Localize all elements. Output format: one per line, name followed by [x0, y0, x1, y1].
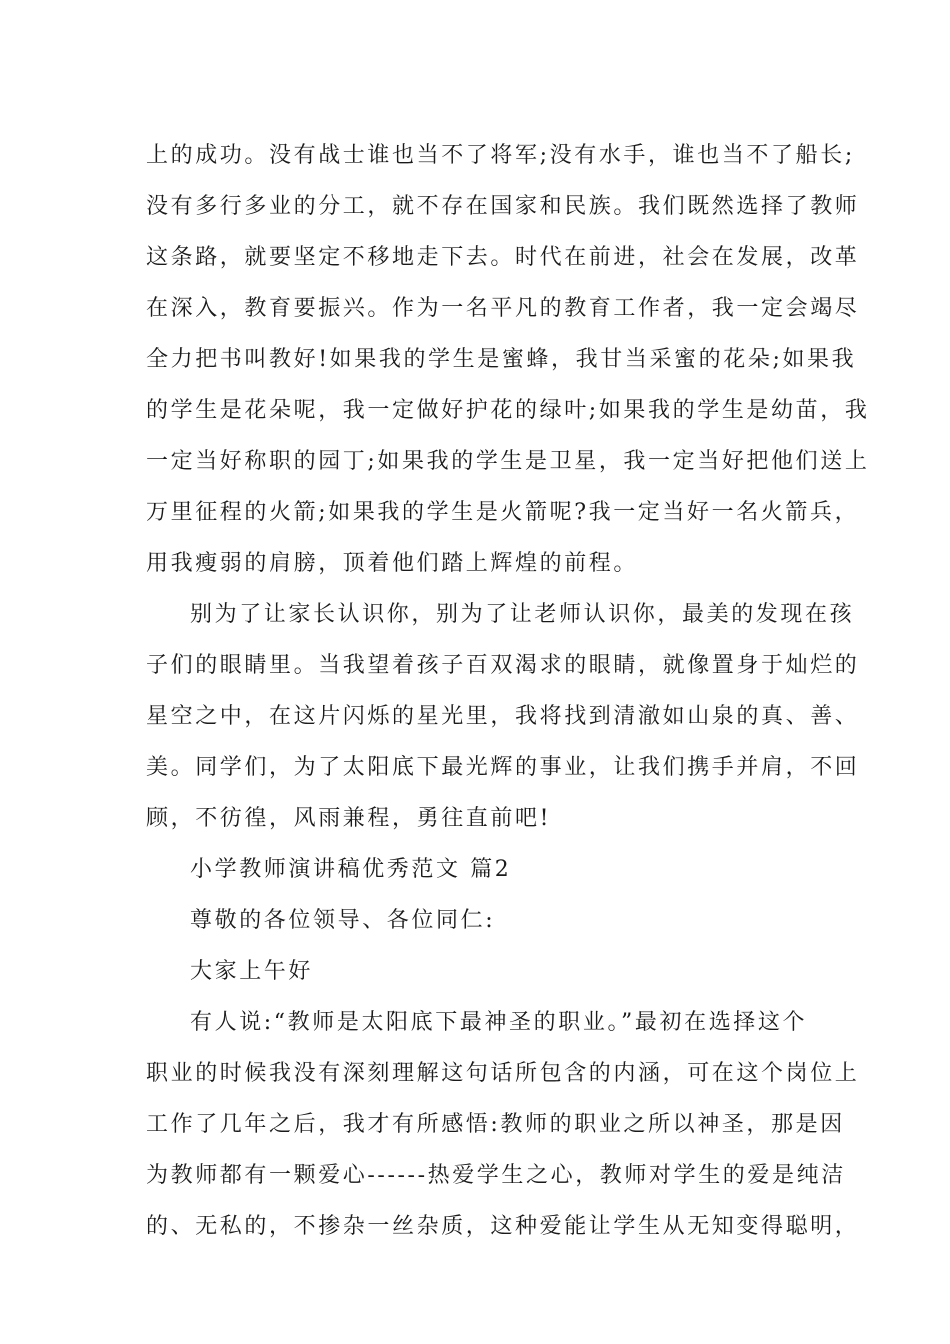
salutation: 尊敬的各位领导、各位同仁:	[190, 908, 496, 933]
text-line: 一定当好称职的园丁;如果我的学生是卫星，我一定当好把他们送上	[146, 449, 870, 474]
text-line: 用我瘦弱的肩膀，顶着他们踏上辉煌的前程。	[146, 551, 639, 576]
text-line: 有人说:“教师是太阳底下最神圣的职业。”最初在选择这个	[190, 1010, 808, 1035]
greeting: 大家上午好	[190, 959, 314, 984]
text-line: 没有多行多业的分工，就不存在国家和民族。我们既然选择了教师	[146, 194, 860, 219]
text-line: 为教师都有一颗爱心------热爱学生之心，教师对学生的爱是纯洁	[146, 1163, 846, 1188]
text-line: 在深入，教育要振兴。作为一名平凡的教育工作者，我一定会竭尽	[146, 296, 860, 321]
text-line: 职业的时候我没有深刻理解这句话所包含的内涵，可在这个岗位上	[146, 1061, 860, 1086]
text-line: 顾，不彷徨，风雨兼程，勇往直前吧!	[146, 806, 552, 831]
paragraph-opening	[146, 997, 860, 1252]
text-line: 别为了让家长认识你，别为了让老师认识你，最美的发现在孩	[190, 602, 855, 627]
text-line: 这条路，就要坚定不移地走下去。时代在前进，社会在发展，改革	[146, 245, 860, 270]
text-line: 美。同学们，为了太阳底下最光辉的事业，让我们携手并肩，不回	[146, 755, 860, 780]
text-line: 的学生是花朵呢，我一定做好护花的绿叶;如果我的学生是幼苗，我	[146, 398, 870, 423]
text-line: 工作了几年之后，我才有所感悟:教师的职业之所以神圣，那是因	[146, 1112, 845, 1137]
document-body	[146, 130, 870, 1252]
text-line: 上的成功。没有战士谁也当不了将军;没有水手，谁也当不了船长;	[146, 143, 855, 168]
text-line: 万里征程的火箭;如果我的学生是火箭呢?我一定当好一名火箭兵，	[146, 500, 860, 525]
text-line: 的、无私的，不掺杂一丝杂质，这种爱能让学生从无知变得聪明，	[146, 1214, 860, 1239]
paragraph-closing	[146, 589, 860, 844]
text-line: 全力把书叫教好!如果我的学生是蜜蜂，我甘当采蜜的花朵;如果我	[146, 347, 857, 372]
paragraph-continuation	[146, 130, 870, 589]
section-title: 小学教师演讲稿优秀范文 篇2	[190, 857, 512, 882]
text-line: 子们的眼睛里。当我望着孩子百双渴求的眼睛，就像置身于灿烂的	[146, 653, 860, 678]
text-line: 星空之中，在这片闪烁的星光里，我将找到清澈如山泉的真、善、	[146, 704, 860, 729]
